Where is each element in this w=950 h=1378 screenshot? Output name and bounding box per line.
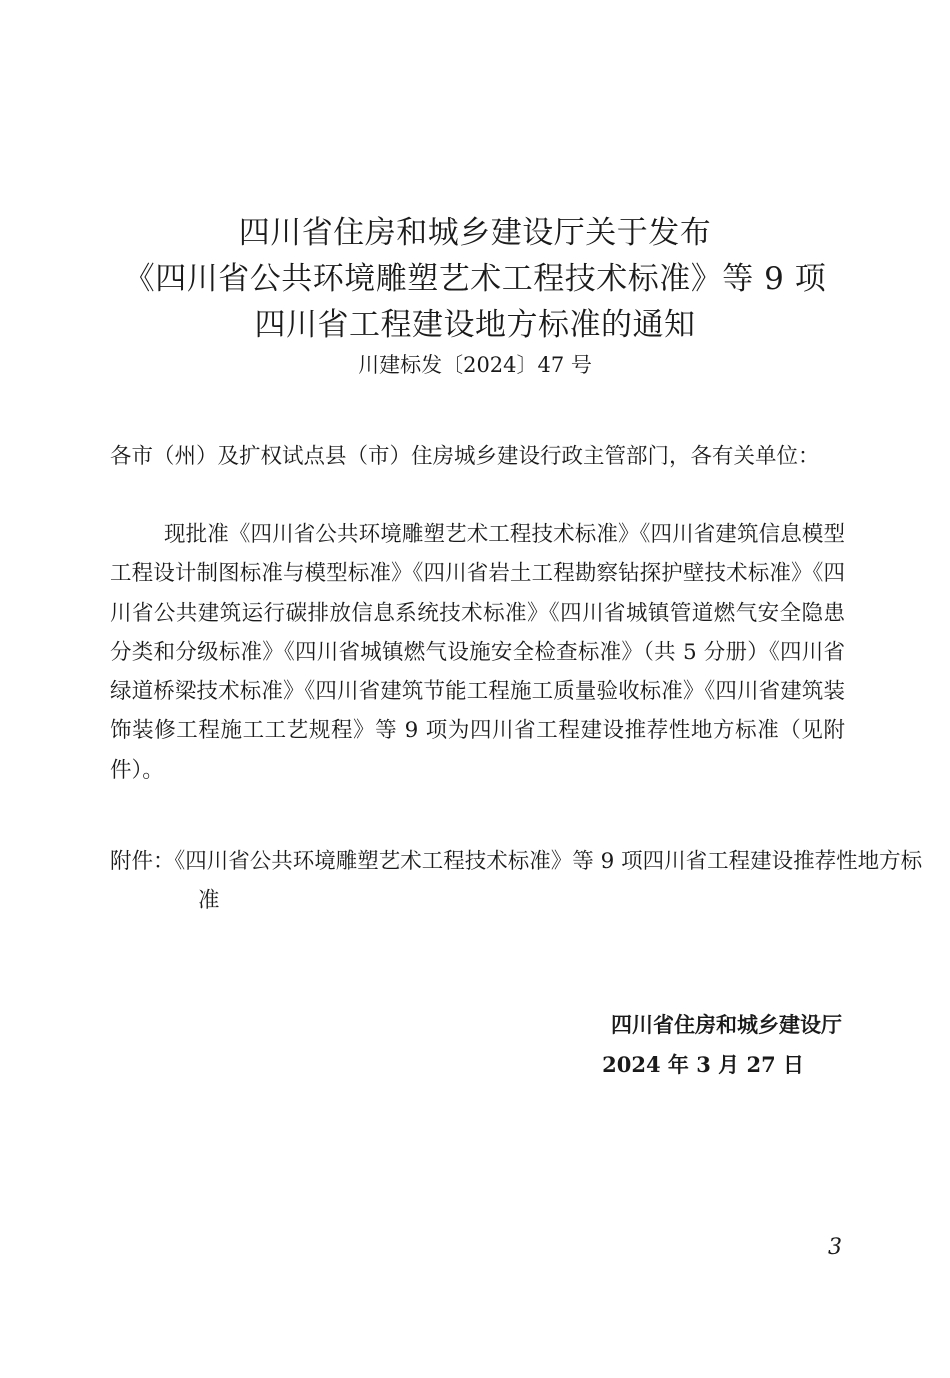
title-line-1: 四川省住房和城乡建设厅关于发布 — [238, 215, 712, 251]
document-number: 川建标发〔2024〕47 号 — [358, 353, 592, 377]
issuing-organization: 四川省住房和城乡建设厅 — [611, 1013, 842, 1037]
title-line-2: 《四川省公共环境雕塑艺术工程技术标准》等 9 项 — [123, 261, 827, 297]
title-line-3: 四川省工程建设地方标准的通知 — [254, 307, 696, 343]
attachment-note: 附件：《四川省公共环境雕塑艺术工程技术标准》等 9 项四川省工程建设推荐性地方标准 — [110, 849, 923, 914]
page-number: 3 — [828, 1235, 842, 1260]
notice-title — [0, 210, 950, 380]
main-paragraph: 现批准《四川省公共环境雕塑艺术工程技术标准》《四川省建筑信息模型工程设计制图标准与模型标准》《四川省岩土工程勘察钻探护壁技术标准》《四川省公共建筑运行碳排放信息系统技术标准》《四川省城镇管道燃气安全隐患分类和分级标准》《四川省城镇燃气设施安全检查标准》（共 5 分册）《四川省绿道桥梁技术标准》《四川省建筑节能工程施工质量验收标准》《四川省建筑装饰装修工程施工工艺规程》等 9 项为四川省工程建设推荐性地方标准（见附件）。 — [110, 522, 845, 783]
issue-date: 2024 年 3 月 27 日 — [602, 1052, 804, 1077]
addressee: 各市（州）及扩权试点县（市）住房城乡建设行政主管部门，各有关单位： — [110, 444, 820, 469]
